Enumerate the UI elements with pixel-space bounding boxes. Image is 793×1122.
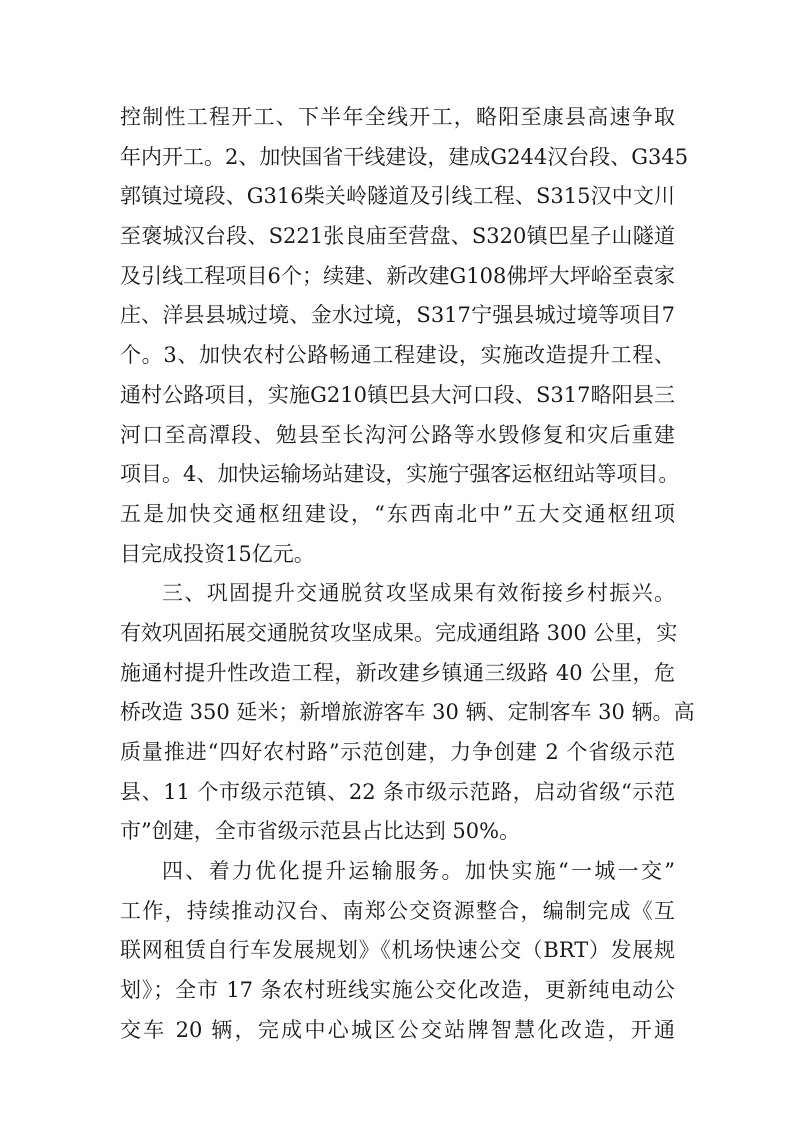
- text-line: 及引线工程项目6个；续建、新改建G108佛坪大坪峪至袁家: [120, 263, 675, 288]
- text-line: 四、着力优化提升运输服务。加快实施“一城一交”: [162, 859, 675, 884]
- text-line: 划》；全市 17 条农村班线实施公交化改造，更新纯电动公: [120, 978, 675, 1003]
- text-line: 有效巩固拓展交通脱贫攻坚成果。完成通组路 300 公里，实: [120, 620, 678, 645]
- text-line: 县、11 个市级示范镇、22 条市级示范路，启动省级“示范: [120, 779, 675, 804]
- text-line: 至褒城汉台段、S221张良庙至营盘、S320镇巴星子山隧道: [120, 224, 675, 249]
- text-line: 河口至高潭段、勉县至长沟河公路等水毁修复和灾后重建: [120, 422, 675, 447]
- text-line: 控制性工程开工、下半年全线开工，略阳至康县高速争取: [120, 105, 675, 129]
- text-line: 交车 20 辆，完成中心城区公交站牌智慧化改造，开通: [120, 1017, 675, 1042]
- text-line: 郭镇过境段、G316柴关岭隧道及引线工程、S315汉中文川: [120, 184, 675, 209]
- text-line: 年内开工。2、加快国省干线建设，建成G244汉台段、G345: [120, 144, 689, 169]
- text-line: 通村公路项目，实施G210镇巴县大河口段、S317略阳县三: [120, 382, 675, 407]
- text-line: 工作，持续推动汉台、南郑公交资源整合，编制完成《互: [120, 898, 675, 923]
- text-line: 项目。4、加快运输场站建设，实施宁强客运枢纽站等项目。: [120, 462, 680, 487]
- text-line: 市”创建，全市省级示范县占比达到 50%。: [120, 819, 521, 844]
- text-line: 目完成投资15亿元。: [120, 541, 315, 566]
- text-line: 三、巩固提升交通脱贫攻坚成果有效衔接乡村振兴。: [162, 581, 675, 606]
- text-line: 质量推进“四好农村路”示范创建，力争创建 2 个省级示范: [120, 740, 675, 764]
- document-body: [120, 98, 695, 1051]
- text-line: 桥改造 350 延米；新增旅游客车 30 辆、定制客车 30 辆。高: [120, 700, 695, 725]
- text-line: 五是加快交通枢纽建设，“东西南北中”五大交通枢纽项: [120, 501, 675, 526]
- text-line: 个。3、加快农村公路畅通工程建设，实施改造提升工程、: [120, 343, 675, 368]
- text-line: 庄、洋县县城过境、金水过境，S317宁强县城过境等项目7: [120, 303, 675, 328]
- text-line: 联网租赁自行车发展规划》《机场快速公交（BRT）发展规: [120, 938, 675, 963]
- text-line: 施通村提升性改造工程，新改建乡镇通三级路 40 公里，危: [120, 660, 675, 685]
